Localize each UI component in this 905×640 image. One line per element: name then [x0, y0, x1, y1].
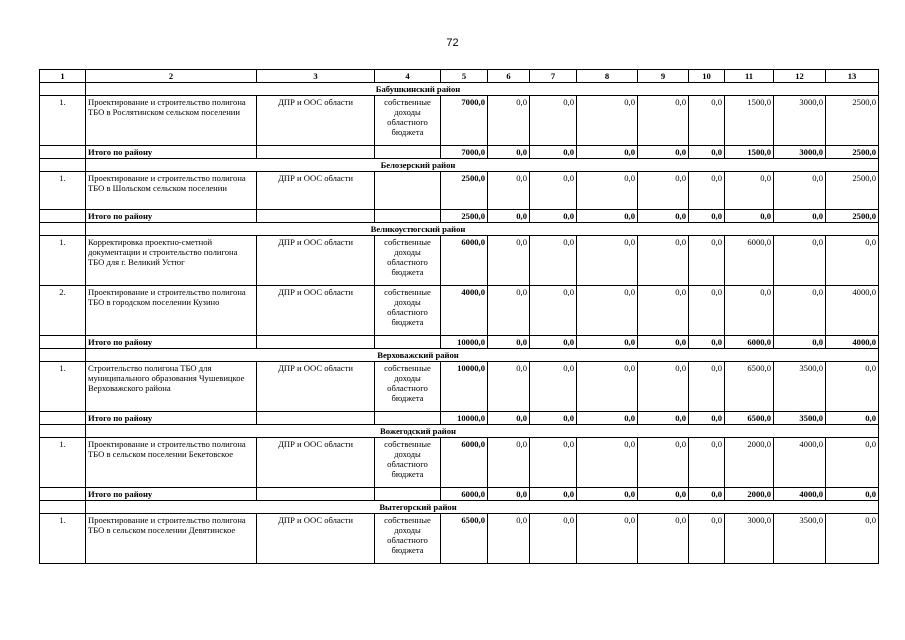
cell-empty: [375, 210, 441, 223]
column-header: 8: [577, 70, 638, 83]
value-cell: 0,0: [638, 96, 689, 146]
table-row: [40, 96, 879, 146]
value-cell: 6000,0: [725, 236, 774, 286]
cell-empty: [375, 412, 441, 425]
value-cell: 0,0: [530, 438, 577, 488]
total-value: 6000,0: [441, 488, 488, 501]
region-name: Бабушкинский район: [86, 83, 879, 96]
region-row: [40, 349, 879, 362]
activity-name: Корректировка проектно-сметной документации и строительство полигона ТБО для г. Великий Устюг: [86, 236, 257, 286]
row-number: 1.: [40, 514, 86, 564]
executor: ДПР и ООС области: [257, 236, 375, 286]
total-value: 0,0: [530, 146, 577, 159]
total-value: 0,0: [577, 336, 638, 349]
column-header: 7: [530, 70, 577, 83]
total-value: 2500,0: [826, 210, 879, 223]
total-value: 0,0: [488, 336, 530, 349]
value-cell: 0,0: [638, 514, 689, 564]
total-value: 0,0: [530, 210, 577, 223]
total-value: 0,0: [488, 412, 530, 425]
value-cell: 2500,0: [826, 172, 879, 210]
table-row: [40, 514, 879, 564]
total-value: 0,0: [638, 488, 689, 501]
table-row: [40, 172, 879, 210]
column-header-row: [40, 70, 879, 83]
total-label: Итого по району: [86, 210, 257, 223]
region-name: Вожегодский район: [86, 425, 879, 438]
total-label: Итого по району: [86, 146, 257, 159]
total-value: 0,0: [488, 488, 530, 501]
total-value: 6500,0: [725, 412, 774, 425]
cell-empty: [40, 210, 86, 223]
value-cell: 0,0: [638, 438, 689, 488]
value-cell: 0,0: [488, 362, 530, 412]
executor: ДПР и ООС области: [257, 172, 375, 210]
value-cell: 0,0: [530, 236, 577, 286]
cell-empty: [375, 488, 441, 501]
total-value: 0,0: [689, 146, 725, 159]
value-cell: 0,0: [689, 362, 725, 412]
total-value: 0,0: [826, 412, 879, 425]
total-label: Итого по району: [86, 336, 257, 349]
total-value: 3500,0: [774, 412, 826, 425]
funding-source: [375, 172, 441, 210]
value-cell: 2000,0: [725, 438, 774, 488]
value-cell: 0,0: [774, 172, 826, 210]
value-cell: 6500,0: [725, 362, 774, 412]
executor: ДПР и ООС области: [257, 286, 375, 336]
region-name: Верховажский район: [86, 349, 879, 362]
row-number: 1.: [40, 236, 86, 286]
cell-empty: [40, 223, 86, 236]
executor: ДПР и ООС области: [257, 438, 375, 488]
value-cell: 6000,0: [441, 438, 488, 488]
cell-empty: [40, 349, 86, 362]
table-body: [40, 70, 879, 564]
cell-empty: [257, 488, 375, 501]
funding-source: собственные доходы областного бюджета: [375, 514, 441, 564]
value-cell: 0,0: [488, 438, 530, 488]
value-cell: 0,0: [577, 96, 638, 146]
total-label: Итого по району: [86, 412, 257, 425]
value-cell: 0,0: [488, 286, 530, 336]
column-header: 2: [86, 70, 257, 83]
activity-name: Проектирование и строительство полигона ТБО в сельском поселении Девятинское: [86, 514, 257, 564]
total-value: 10000,0: [441, 336, 488, 349]
value-cell: 0,0: [826, 236, 879, 286]
cell-empty: [375, 336, 441, 349]
total-value: 0,0: [689, 488, 725, 501]
column-header: 12: [774, 70, 826, 83]
value-cell: 0,0: [689, 514, 725, 564]
region-name: Вытегорский район: [86, 501, 879, 514]
total-row: [40, 412, 879, 425]
total-row: [40, 146, 879, 159]
value-cell: 10000,0: [441, 362, 488, 412]
funding-source: собственные доходы областного бюджета: [375, 438, 441, 488]
total-value: 0,0: [488, 146, 530, 159]
region-row: [40, 425, 879, 438]
total-value: 0,0: [689, 210, 725, 223]
value-cell: 2500,0: [441, 172, 488, 210]
total-label: Итого по району: [86, 488, 257, 501]
total-value: 1500,0: [725, 146, 774, 159]
region-row: [40, 223, 879, 236]
column-header: 10: [689, 70, 725, 83]
cell-empty: [40, 412, 86, 425]
region-row: [40, 83, 879, 96]
funding-source: собственные доходы областного бюджета: [375, 96, 441, 146]
cell-empty: [257, 412, 375, 425]
column-header: 4: [375, 70, 441, 83]
value-cell: 4000,0: [441, 286, 488, 336]
page-number: 72: [446, 37, 459, 49]
value-cell: 1500,0: [725, 96, 774, 146]
value-cell: 0,0: [530, 286, 577, 336]
cell-empty: [257, 146, 375, 159]
total-value: 0,0: [774, 336, 826, 349]
value-cell: 0,0: [488, 514, 530, 564]
value-cell: 0,0: [689, 96, 725, 146]
total-value: 2500,0: [441, 210, 488, 223]
row-number: 1.: [40, 438, 86, 488]
row-number: 1.: [40, 172, 86, 210]
cell-empty: [40, 83, 86, 96]
total-row: [40, 336, 879, 349]
value-cell: 0,0: [577, 172, 638, 210]
total-value: 0,0: [638, 210, 689, 223]
value-cell: 0,0: [774, 236, 826, 286]
total-value: 7000,0: [441, 146, 488, 159]
total-value: 10000,0: [441, 412, 488, 425]
value-cell: 0,0: [689, 438, 725, 488]
total-value: 0,0: [530, 488, 577, 501]
row-number: 2.: [40, 286, 86, 336]
column-header: 1: [40, 70, 86, 83]
value-cell: 0,0: [577, 362, 638, 412]
region-name: Великоустюгский район: [86, 223, 879, 236]
cell-empty: [40, 488, 86, 501]
total-value: 0,0: [689, 412, 725, 425]
value-cell: 0,0: [577, 514, 638, 564]
value-cell: 0,0: [638, 172, 689, 210]
total-value: 2500,0: [826, 146, 879, 159]
value-cell: 0,0: [689, 172, 725, 210]
total-row: [40, 488, 879, 501]
table-row: [40, 438, 879, 488]
total-value: 0,0: [577, 488, 638, 501]
value-cell: 0,0: [530, 172, 577, 210]
column-header: 13: [826, 70, 879, 83]
region-name: Белозерский район: [86, 159, 879, 172]
value-cell: 0,0: [638, 286, 689, 336]
total-value: 0,0: [774, 210, 826, 223]
cell-empty: [40, 336, 86, 349]
region-row: [40, 159, 879, 172]
total-value: 6000,0: [725, 336, 774, 349]
total-value: 0,0: [638, 146, 689, 159]
total-value: 0,0: [638, 336, 689, 349]
total-value: 0,0: [488, 210, 530, 223]
value-cell: 0,0: [826, 514, 879, 564]
value-cell: 4000,0: [774, 438, 826, 488]
total-value: 2000,0: [725, 488, 774, 501]
value-cell: 2500,0: [826, 96, 879, 146]
region-row: [40, 501, 879, 514]
cell-empty: [40, 159, 86, 172]
cell-empty: [40, 501, 86, 514]
value-cell: 0,0: [530, 514, 577, 564]
total-value: 0,0: [577, 412, 638, 425]
column-header: 3: [257, 70, 375, 83]
cell-empty: [375, 146, 441, 159]
cell-empty: [257, 210, 375, 223]
cell-empty: [40, 425, 86, 438]
activity-name: Проектирование и строительство полигона ТБО в Рослятинском сельском поселении: [86, 96, 257, 146]
funding-source: собственные доходы областного бюджета: [375, 236, 441, 286]
total-row: [40, 210, 879, 223]
value-cell: 7000,0: [441, 96, 488, 146]
value-cell: 0,0: [577, 286, 638, 336]
column-header: 5: [441, 70, 488, 83]
value-cell: 0,0: [826, 362, 879, 412]
value-cell: 0,0: [638, 362, 689, 412]
value-cell: 4000,0: [826, 286, 879, 336]
value-cell: 0,0: [577, 236, 638, 286]
value-cell: 0,0: [577, 438, 638, 488]
total-value: 0,0: [530, 412, 577, 425]
value-cell: 0,0: [725, 286, 774, 336]
total-value: 0,0: [577, 210, 638, 223]
table-row: [40, 362, 879, 412]
total-value: 0,0: [689, 336, 725, 349]
budget-table: [39, 69, 879, 564]
value-cell: 3000,0: [725, 514, 774, 564]
value-cell: 3000,0: [774, 96, 826, 146]
value-cell: 0,0: [488, 96, 530, 146]
total-value: 0,0: [725, 210, 774, 223]
row-number: 1.: [40, 96, 86, 146]
activity-name: Проектирование и строительство полигона ТБО в Шольском сельском поселении: [86, 172, 257, 210]
value-cell: 0,0: [774, 286, 826, 336]
total-value: 3000,0: [774, 146, 826, 159]
value-cell: 0,0: [725, 172, 774, 210]
activity-name: Строительство полигона ТБО для муниципального образования Чушевицкое Верховажского района: [86, 362, 257, 412]
value-cell: 0,0: [488, 172, 530, 210]
cell-empty: [40, 146, 86, 159]
total-value: 0,0: [638, 412, 689, 425]
value-cell: 0,0: [689, 236, 725, 286]
total-value: 4000,0: [774, 488, 826, 501]
funding-source: собственные доходы областного бюджета: [375, 362, 441, 412]
cell-empty: [257, 336, 375, 349]
activity-name: Проектирование и строительство полигона ТБО в сельском поселении Бекетовское: [86, 438, 257, 488]
value-cell: 0,0: [826, 438, 879, 488]
value-cell: 0,0: [530, 96, 577, 146]
value-cell: 3500,0: [774, 362, 826, 412]
total-value: 0,0: [530, 336, 577, 349]
funding-source: собственные доходы областного бюджета: [375, 286, 441, 336]
column-header: 11: [725, 70, 774, 83]
value-cell: 0,0: [530, 362, 577, 412]
value-cell: 6500,0: [441, 514, 488, 564]
executor: ДПР и ООС области: [257, 96, 375, 146]
row-number: 1.: [40, 362, 86, 412]
activity-name: Проектирование и строительство полигона ТБО в городском поселении Кузино: [86, 286, 257, 336]
value-cell: 3500,0: [774, 514, 826, 564]
total-value: 0,0: [577, 146, 638, 159]
total-value: 0,0: [826, 488, 879, 501]
table-row: [40, 236, 879, 286]
value-cell: 0,0: [488, 236, 530, 286]
value-cell: 0,0: [689, 286, 725, 336]
column-header: 6: [488, 70, 530, 83]
value-cell: 6000,0: [441, 236, 488, 286]
executor: ДПР и ООС области: [257, 514, 375, 564]
value-cell: 0,0: [638, 236, 689, 286]
column-header: 9: [638, 70, 689, 83]
total-value: 4000,0: [826, 336, 879, 349]
executor: ДПР и ООС области: [257, 362, 375, 412]
table-row: [40, 286, 879, 336]
